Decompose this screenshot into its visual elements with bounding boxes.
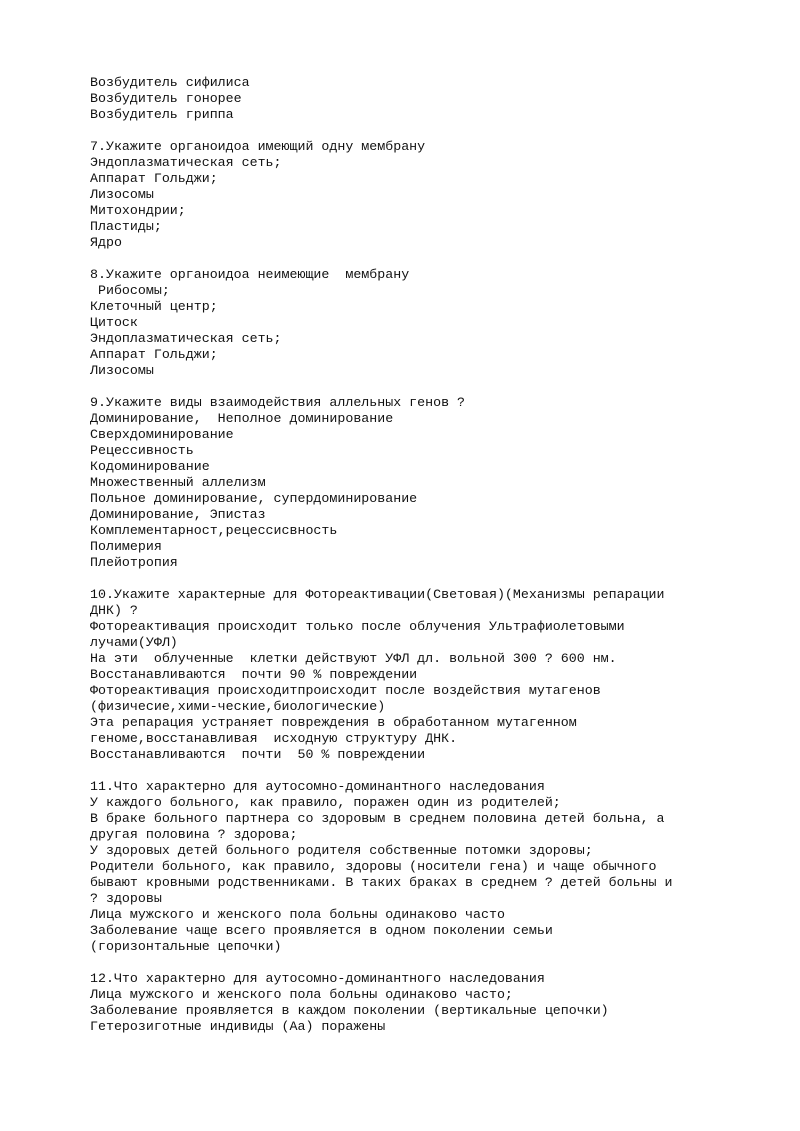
text-line: 10.Укажите характерные для Фотореактивации(Световая)(Механизмы репарации (90, 587, 665, 602)
blank-line (90, 379, 740, 395)
text-line: ? здоровы (90, 891, 162, 906)
text-line: Плейотропия (90, 555, 178, 570)
text-line: Эндоплазматическая сеть; (90, 331, 282, 346)
text-line: Возбудитель сифилиса (90, 75, 250, 90)
text-line: Клеточный центр; (90, 299, 218, 314)
text-line: Комплементарност,рецессисвность (90, 523, 338, 538)
text-line: Аппарат Гольджи; (90, 347, 218, 362)
text-line: Сверхдоминирование (90, 427, 234, 442)
text-line: У здоровых детей больного родителя собственные потомки здоровы; (90, 843, 593, 858)
document-page (90, 75, 740, 1035)
text-line: Эндоплазматическая сеть; (90, 155, 282, 170)
text-line: Рецессивность (90, 443, 194, 458)
text-line: Польное доминирование, супердоминирование (90, 491, 418, 506)
text-line: Заболевание чаще всего проявляется в одном поколении семьи (90, 923, 553, 938)
text-line: Фотореактивация происходит только после облучения Ультрафиолетовыми (90, 619, 625, 634)
text-line: У каждого больного, как правило, поражен один из родителей; (90, 795, 561, 810)
blank-line (90, 763, 740, 779)
text-line: Восстанавливаются почти 90 % повреждении (90, 667, 418, 682)
text-line: Возбудитель гонорее (90, 91, 242, 106)
text-line: Доминирование, Неполное доминирование (90, 411, 394, 426)
text-line: (физичесие,хими-ческие,биологические) (90, 699, 386, 714)
text-line: В браке больного партнера со здоровым в среднем половина детей больна, а (90, 811, 665, 826)
text-line: геноме,восстанавливая исходную структуру ДНК. (90, 731, 458, 746)
text-line: Рибосомы; (90, 283, 170, 298)
text-line: Множественный аллелизм (90, 475, 266, 490)
blank-line (90, 571, 740, 587)
text-line: бывают кровными родственниками. В таких браках в среднем ? детей больны и (90, 875, 673, 890)
text-line: Кодоминирование (90, 459, 210, 474)
text-line: Гетерозиготные индивиды (Аа) поражены (90, 1019, 386, 1034)
text-line: 8.Укажите органоидоа неимеющие мембрану (90, 267, 410, 282)
text-line: Цитоск (90, 315, 138, 330)
blank-line (90, 123, 740, 139)
text-line: Родители больного, как правило, здоровы (носители гена) и чаще обычного (90, 859, 657, 874)
text-line: 9.Укажите виды взаимодействия аллельных генов ? (90, 395, 466, 410)
text-line: Лица мужского и женского пола больны одинаково часто (90, 907, 505, 922)
text-line: На эти облученные клетки действуют УФЛ дл. вольной 300 ? 600 нм. (90, 651, 617, 666)
text-line: 11.Что характерно для аутосомно-доминантного наследования (90, 779, 545, 794)
text-line: 7.Укажите органоидоа имеющий одну мембрану (90, 139, 426, 154)
text-line: лучами(УФЛ) (90, 635, 178, 650)
blank-line (90, 955, 740, 971)
text-line: Заболевание проявляется в каждом поколении (вертикальные цепочки) (90, 1003, 609, 1018)
text-line: 12.Что характерно для аутосомно-доминантного наследования (90, 971, 545, 986)
text-line: ДНК) ? (90, 603, 138, 618)
text-line: Лизосомы (90, 187, 154, 202)
text-line: Лица мужского и женского пола больны одинаково часто; (90, 987, 513, 1002)
text-line: (горизонтальные цепочки) (90, 939, 282, 954)
text-line: Восстанавливаются почти 50 % повреждении (90, 747, 426, 762)
text-line: Возбудитель гриппа (90, 107, 234, 122)
text-line: Фотореактивация происходитпроисходит после воздействия мутагенов (90, 683, 601, 698)
text-line: Митохондрии; (90, 203, 186, 218)
text-line: другая половина ? здорова; (90, 827, 298, 842)
text-line: Пластиды; (90, 219, 162, 234)
text-line: Доминирование, Эпистаз (90, 507, 266, 522)
text-line: Лизосомы (90, 363, 154, 378)
text-line: Полимерия (90, 539, 162, 554)
text-line: Аппарат Гольджи; (90, 171, 218, 186)
blank-line (90, 251, 740, 267)
text-line: Эта репарация устраняет повреждения в обработанном мутагенном (90, 715, 577, 730)
text-line: Ядро (90, 235, 122, 250)
